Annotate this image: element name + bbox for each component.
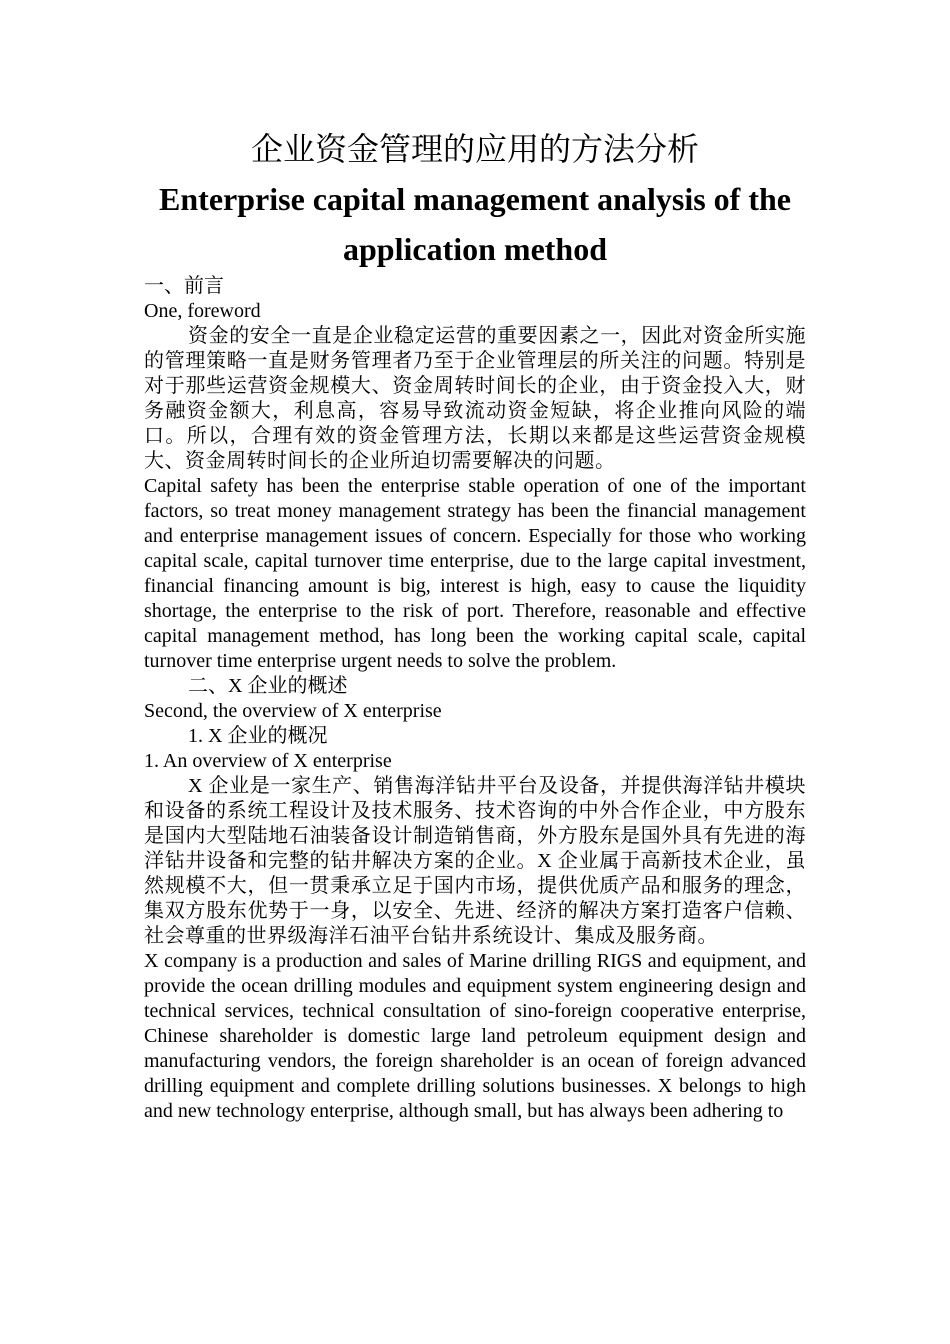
- section2-subheading-en: 1. An overview of X enterprise: [144, 750, 392, 772]
- section2-heading-cn: 二、X 企业的概述: [188, 675, 348, 697]
- section1-paragraph-en: Capital safety has been the enterprise stable operation of one of the important factors, so treat money management strategy has been the financial management and enterprise management issues of concern. Especially for those who working capital scale, capital turnover time enterprise, due to the large capital investment, financial financing amount is big, interest is high, easy to cause the liquidity shortage, the enterprise to the risk of port. Therefore, reasonable and effective capital management method, has long been the working capital scale, capital turnover time enterprise urgent needs to solve the problem.: [144, 475, 806, 672]
- document-page: [144, 128, 806, 1124]
- section2-paragraph-en: X company is a production and sales of Marine drilling RIGS and equipment, and provide the ocean drilling modules and equipment system engineering design and technical services, technical consultation of sino-foreign cooperative enterprise, Chinese shareholder is domestic large land petroleum equipment design and manufacturing vendors, the foreign shareholder is an ocean of foreign advanced drilling equipment and complete drilling solutions businesses. X belongs to high and new technology enterprise, although small, but has always been adhering to: [144, 950, 806, 1122]
- section2-subheading-cn: 1. X 企业的概况: [188, 725, 328, 747]
- section2-paragraph-cn: X 企业是一家生产、销售海洋钻井平台及设备，并提供海洋钻井模块和设备的系统工程设计及技术服务、技术咨询的中外合作企业，中方股东是国内大型陆地石油装备设计制造销售商，外方股东是国外具有先进的海洋钻井设备和完整的钻井解决方案的企业。X 企业属于高新技术企业，虽然规模不大，但一贯秉承立足于国内市场，提供优质产品和服务的理念，集双方股东优势于一身，以安全、先进、经济的解决方案打造客户信赖、社会尊重的世界级海洋石油平台钻井系统设计、集成及服务商。: [144, 775, 806, 947]
- title-english: Enterprise capital management analysis of the application method: [159, 181, 791, 267]
- section1-heading-en: One, foreword: [144, 300, 261, 322]
- title-chinese: 企业资金管理的应用的方法分析: [250, 131, 699, 167]
- section1-paragraph-cn: 资金的安全一直是企业稳定运营的重要因素之一，因此对资金所实施的管理策略一直是财务管理者乃至于企业管理层的所关注的问题。特别是对于那些运营资金规模大、资金周转时间长的企业，由于资金投入大，财务融资金额大，利息高，容易导致流动资金短缺，将企业推向风险的端口。所以，合理有效的资金管理方法，长期以来都是这些运营资金规模大、资金周转时间长的企业所迫切需要解决的问题。: [144, 325, 806, 472]
- section1-heading-cn: 一、前言: [144, 275, 224, 297]
- section2-heading-en: Second, the overview of X enterprise: [144, 700, 442, 722]
